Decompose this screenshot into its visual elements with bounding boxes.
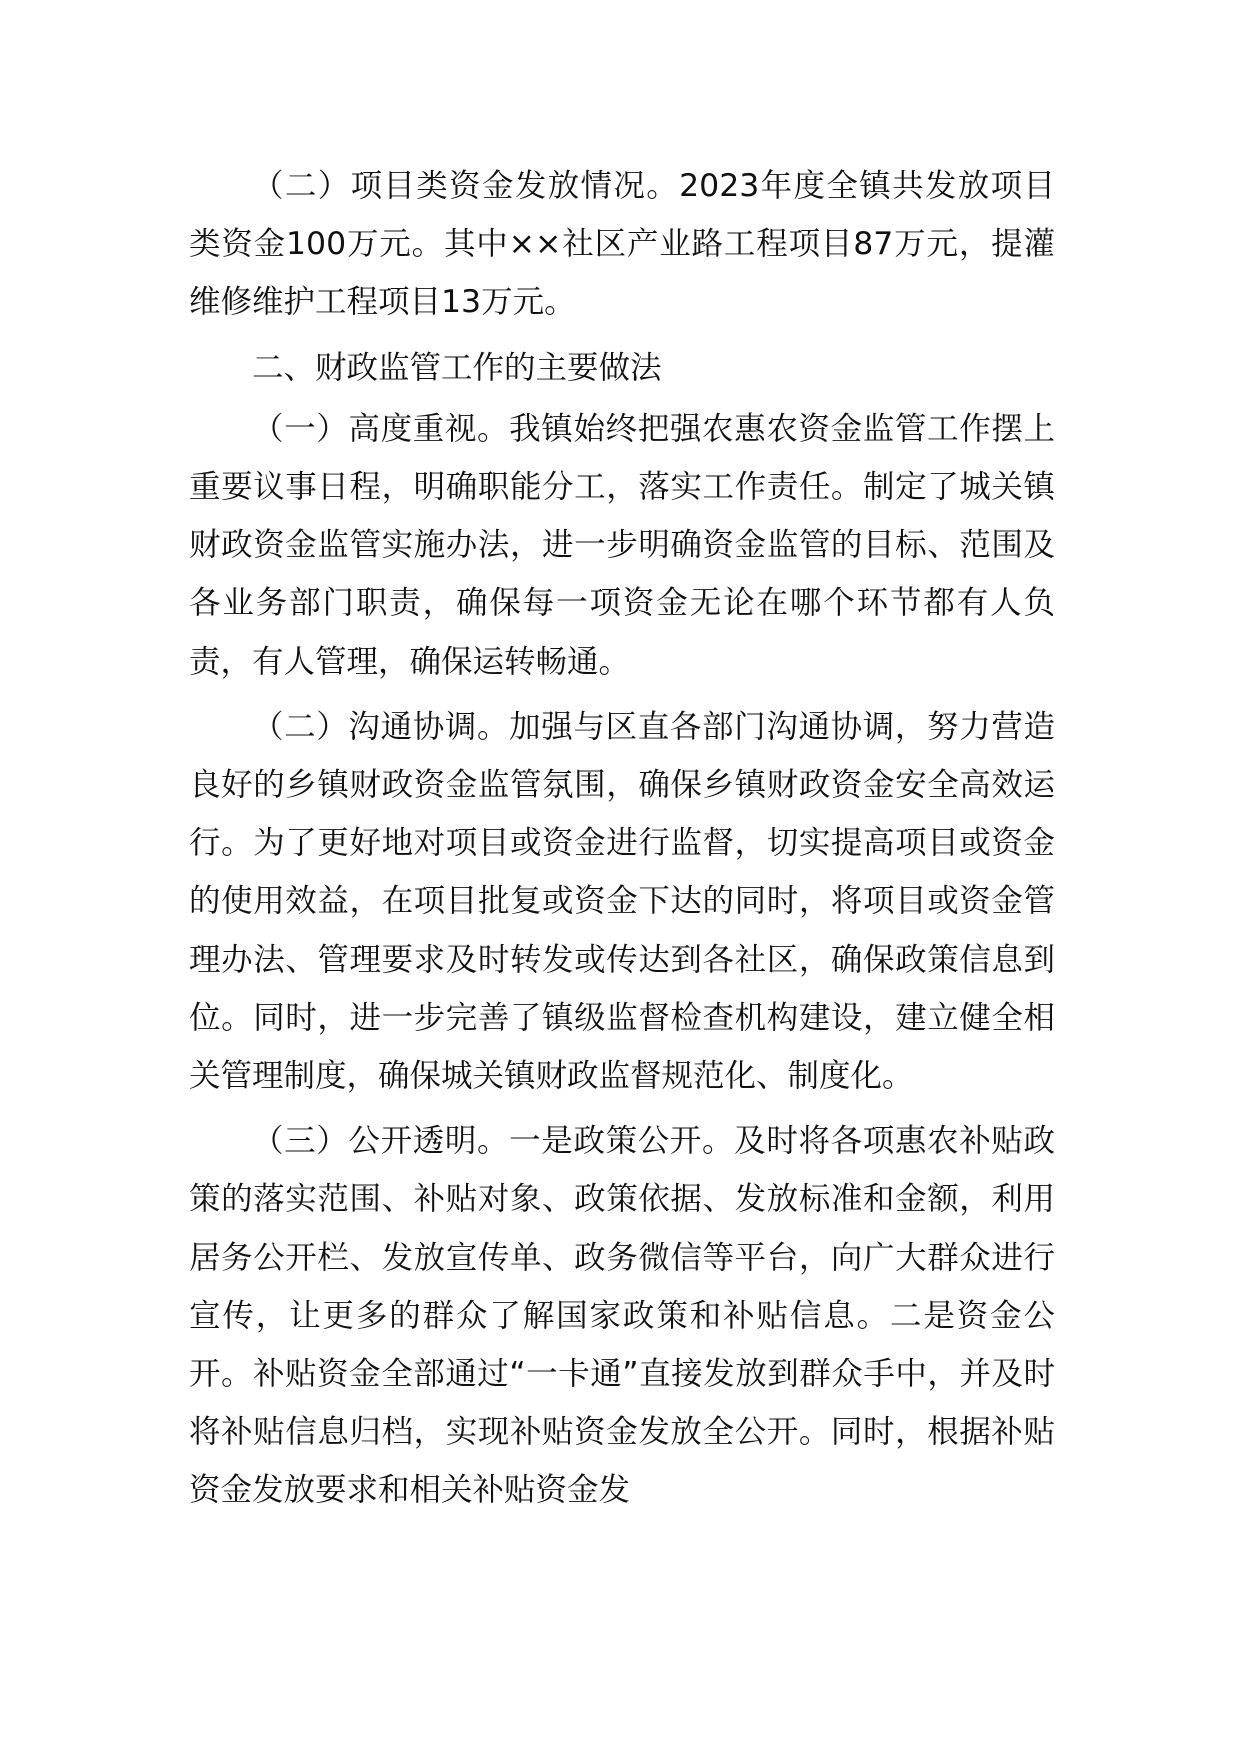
paragraph-high-attention: （一）高度重视。我镇始终把强农惠农资金监管工作摆上重要议事日程，明确职能分工，落实工作责任。制定了城关镇财政资金监管实施办法，进一步明确资金监管的目标、范围及各业务部门职责，确保每一项资金无论在哪个环节都有人负责，有人管理，确保运转畅通。	[189, 410, 1055, 680]
paragraph-communication-coordination: （二）沟通协调。加强与区直各部门沟通协调，努力营造良好的乡镇财政资金监管氛围，确保乡镇财政资金安全高效运行。为了更好地对项目或资金进行监督，切实提高项目或资金的使用效益，在项目批复或资金下达的同时，将项目或资金管理办法、管理要求及时转发或传达到各社区，确保政策信息到位。同时，进一步完善了镇级监督检查机构建设，建立健全相关管理制度，确保城关镇财政监督规范化、制度化。	[189, 708, 1055, 1095]
paragraph-openness-transparency: （三）公开透明。一是政策公开。及时将各项惠农补贴政策的落实范围、补贴对象、政策依据、发放标准和金额，利用居务公开栏、发放宣传单、政务微信等平台，向广大群众进行宣传，让更多的群众了解国家政策和补贴信息。二是资金公开。补贴资金全部通过“一卡通”直接发放到群众手中，并及时将补贴信息归档，实现补贴资金发放全公开。同时，根据补贴资金发放要求和相关补贴资金发	[189, 1123, 1055, 1509]
paragraph-project-funds: （二）项目类资金发放情况。2023年度全镇共发放项目类资金100万元。其中××社区产业路工程项目87万元，提灌维修维护工程项目13万元。	[189, 168, 1055, 321]
section-heading-supervision-methods: 二、财政监管工作的主要做法	[252, 349, 662, 386]
document-page	[189, 157, 1055, 1520]
